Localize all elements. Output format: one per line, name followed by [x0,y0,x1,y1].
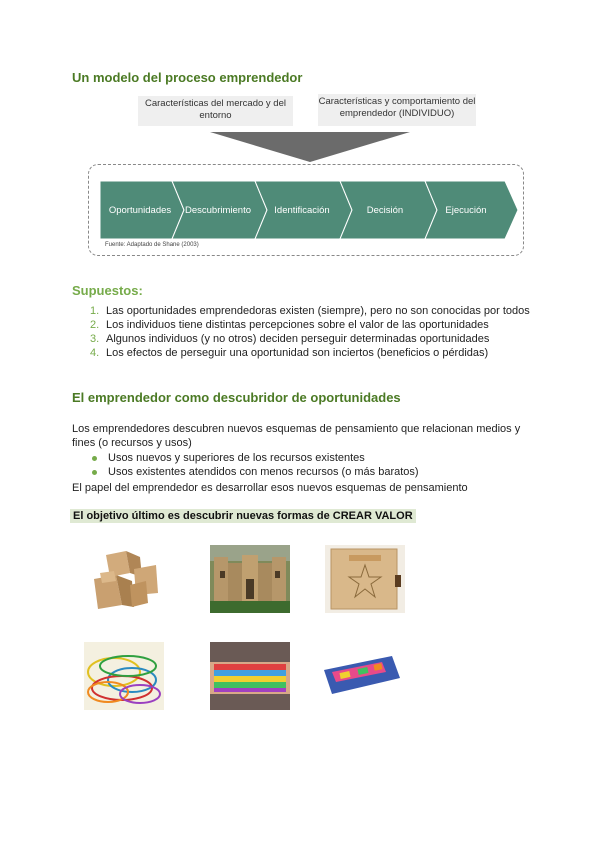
list-number: 4. [90,347,100,359]
list-text: Las oportunidades emprendedoras existen (siempre), pero no son conocidas por todos [106,305,530,317]
paragraph-role: El papel del emprendedor es desarrollar esos nuevos esquemas de pensamiento [72,482,468,494]
list-item [90,304,530,318]
objective-highlight: El objetivo último es descubrir nuevas formas de CREAR VALOR [70,509,416,523]
section-heading-discoverer: El emprendedor como descubridor de oportunidades [72,390,401,405]
list-text: Usos nuevos y superiores de los recursos existentes [108,452,365,464]
step-label-ejecucion: Ejecución [445,205,487,216]
list-item [90,332,530,346]
list-text: Los individuos tiene distintas percepciones sobre el valor de las oportunidades [106,319,489,331]
list-item [90,318,530,332]
cardboard-castle-image [210,545,290,613]
entrepreneur-characteristics-box: Características y comportamiento del emprendedor (INDIVIDUO) [318,94,476,126]
loom-bracelets-image [210,642,290,710]
list-text: Los efectos de perseguir una oportunidad son inciertos (beneficios o pérdidas) [106,347,489,359]
paragraph-schemes: Los emprendedores descubren nuevos esquemas de pensamiento que relacionan medios y fines (o recursos y usos) [72,423,521,449]
section-heading-assumptions: Supuestos: [72,283,143,298]
list-text: Usos existentes atendidos con menos recursos (o más baratos) [108,466,419,478]
list-item [92,465,419,479]
list-item [90,346,530,360]
market-characteristics-box: Características del mercado y del entorno [138,96,293,126]
funnel-arrow [210,132,410,162]
step-label-identificacion: Identificación [274,205,330,216]
rubber-bands-image [84,642,164,710]
list-number: 3. [90,333,100,345]
bullet-icon [92,456,97,461]
assumptions-list [90,304,530,360]
list-number: 2. [90,319,100,331]
rainbow-loom-box-image [322,642,402,710]
step-label-oportunidades: Oportunidades [108,205,172,216]
bullet-icon [92,470,97,475]
cardboard-box-star-image [325,545,405,613]
list-number: 1. [90,305,100,317]
cardboard-boxes-image [86,545,166,613]
step-label-descubrimiento: Descubrimiento [185,205,251,216]
section-heading-model: Un modelo del proceso emprendedor [72,70,303,85]
bullets-list [92,451,419,479]
step-label-decision: Decisión [366,205,404,216]
list-text: Algunos individuos (y no otros) deciden perseguir determinadas oportunidades [106,333,490,345]
diagram-source: Fuente: Adaptado de Shane (2003) [105,242,199,248]
list-item [92,451,419,465]
